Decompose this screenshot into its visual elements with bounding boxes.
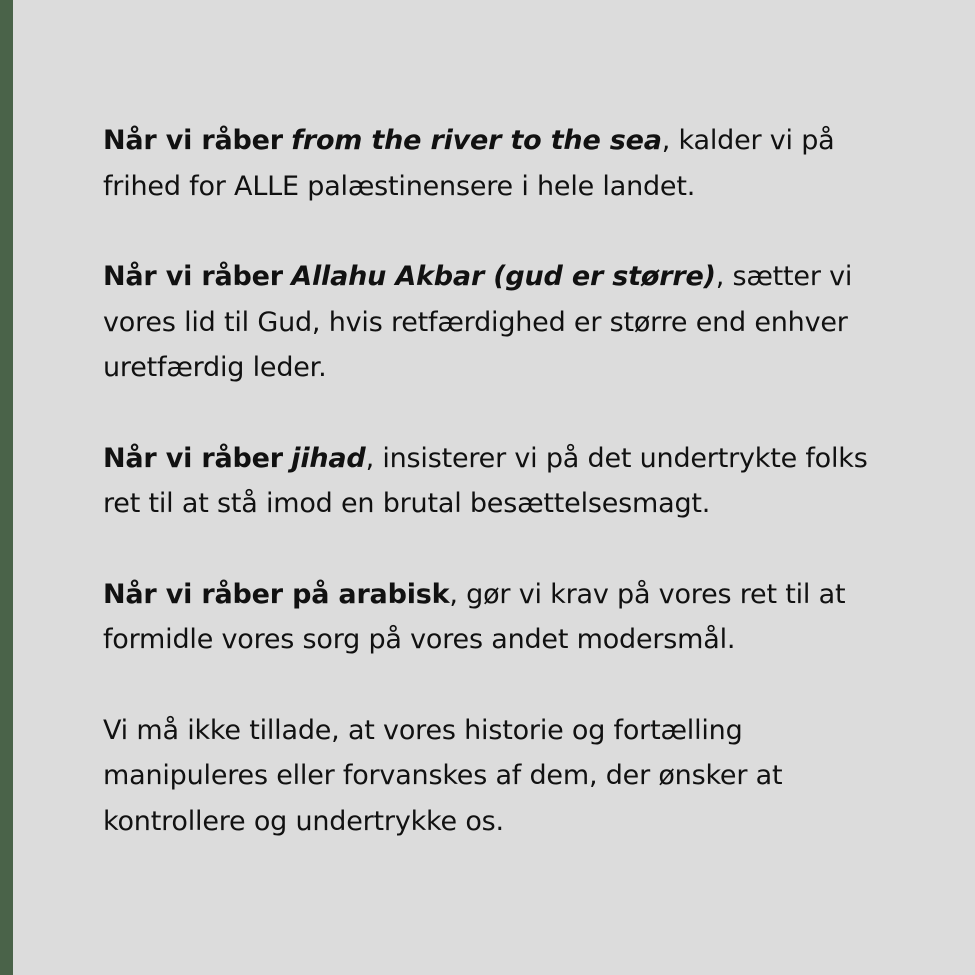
paragraph-rest: , insisterer vi på det undertrykte folks ret til at stå imod en brutal besættelsesmagt.	[103, 442, 868, 519]
paragraph-from-the-river	[103, 118, 903, 209]
text-panel	[13, 0, 975, 975]
paragraph-rest: , gør vi krav på vores ret til at formidle vores sorg på vores andet modersmål.	[103, 578, 846, 655]
paragraph-emphasis: Allahu Akbar (gud er større)	[291, 261, 716, 292]
paragraph-lead: Når vi råber	[103, 125, 283, 156]
left-accent-bar	[0, 0, 13, 975]
paragraph-closing: Vi må ikke tillade, at vores historie og fortælling manipuleres eller forvanskes af dem, der ønsker at kontrollere og undertrykke os.	[103, 714, 783, 837]
paragraph-emphasis: jihad	[291, 442, 366, 474]
paragraph-rest: , kalder vi på frihed for ALLE palæstinensere i hele landet.	[103, 125, 835, 202]
paragraph-arabic	[103, 572, 903, 663]
text-content	[103, 118, 903, 844]
paragraph-lead: Når vi råber på arabisk	[103, 578, 450, 610]
paragraph-jihad	[103, 436, 903, 527]
paragraph-emphasis: from the river to the sea	[291, 125, 662, 156]
paragraph-lead: Når vi råber	[103, 261, 283, 292]
paragraph-rest: , sætter vi vores lid til Gud, hvis retfærdighed er større end enhver uretfærdig leder.	[103, 261, 853, 383]
paragraph-allahu-akbar	[103, 254, 903, 391]
paragraph-lead: Når vi råber	[103, 442, 283, 474]
